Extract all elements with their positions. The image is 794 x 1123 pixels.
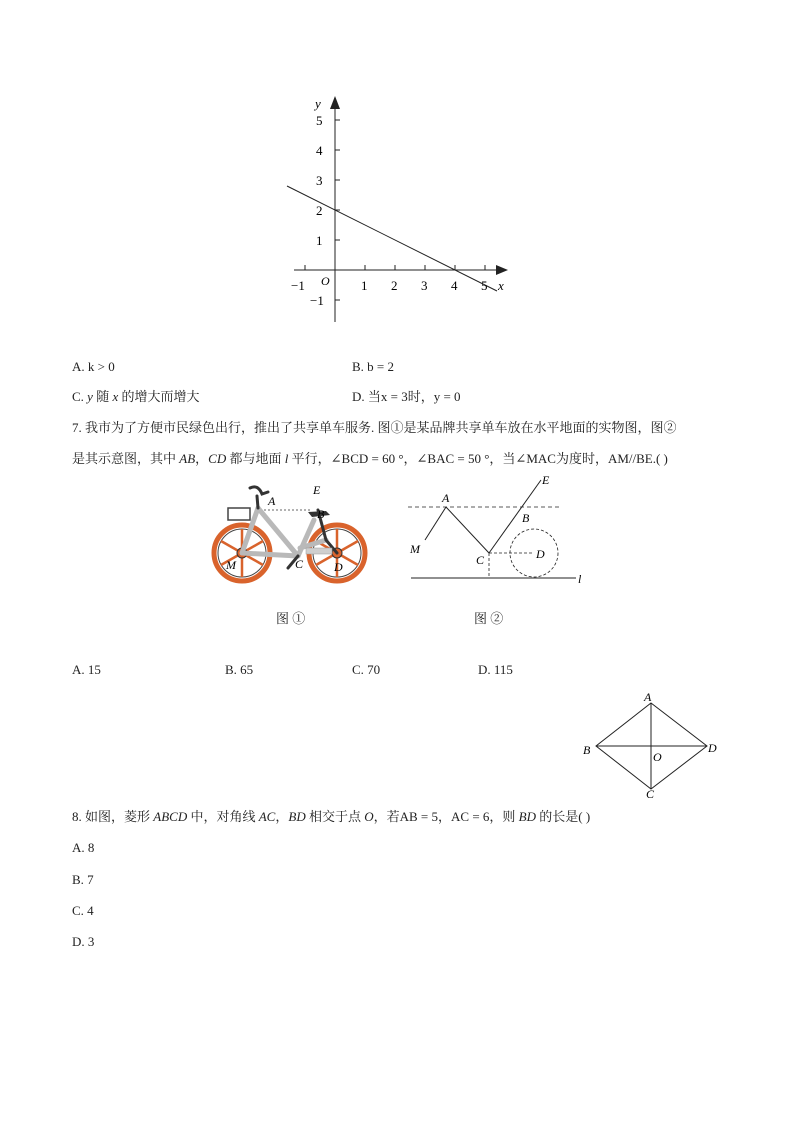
- x-axis-label: x: [498, 278, 504, 293]
- x-tick-label: 5: [481, 278, 488, 293]
- q6-option-c: C. y 随 x 的增大而增大: [72, 389, 200, 404]
- y-tick-label: 2: [316, 203, 323, 218]
- bike-label-d: D: [334, 560, 343, 574]
- rhombus-label-a: A: [644, 690, 652, 704]
- q8-option-d: D. 3: [72, 934, 95, 949]
- bike-label-a: A: [268, 494, 276, 508]
- x-tick-label: 2: [391, 278, 398, 293]
- q8-option-b: B. 7: [72, 872, 94, 887]
- segment-ce: [489, 480, 541, 553]
- rhombus-label-b: B: [583, 743, 591, 757]
- schematic-label-b: B: [522, 511, 530, 525]
- bike-label-b: B: [317, 507, 325, 521]
- x-tick-label: 1: [361, 278, 368, 293]
- rhombus-label-c: C: [646, 787, 655, 801]
- schematic-label-a: A: [442, 491, 450, 505]
- bike-label-e: E: [313, 483, 321, 497]
- x-axis-arrow: [496, 265, 508, 275]
- schematic-label-l: l: [578, 572, 582, 586]
- bike-label-m: M: [226, 558, 236, 572]
- q7-option-b: B. 65: [225, 662, 254, 677]
- q7-option-d: D. 115: [478, 662, 513, 677]
- bicycle-photo: [208, 478, 378, 593]
- wheel-circle: [510, 529, 558, 577]
- schematic-label-d: D: [536, 547, 545, 561]
- q6-option-b: B. b = 2: [352, 359, 395, 374]
- x-tick-label: 4: [451, 278, 458, 293]
- y-axis-arrow: [330, 96, 340, 109]
- origin-label: O: [321, 274, 330, 288]
- y-tick-label: 4: [316, 143, 323, 158]
- q7-option-a: A. 15: [72, 662, 101, 677]
- q7-stem-line2: 是其示意图，其中 AB，CD 都与地面 l 平行，∠BCD = 60 °，∠BAC = 50 °，当∠MAC为度时，AM//BE.( ): [72, 451, 668, 466]
- y-tick-label: −1: [310, 293, 324, 308]
- segment-ma: [425, 507, 446, 540]
- schematic-label-e: E: [542, 473, 550, 487]
- rhombus-figure: [578, 686, 728, 802]
- schematic-label-c: C: [476, 553, 485, 567]
- bicycle-schematic: [400, 470, 600, 590]
- schematic-label-m: M: [410, 542, 420, 556]
- bike-label-c: C: [295, 557, 304, 571]
- figure-1-caption: 图 ①: [276, 611, 306, 626]
- figure-2-caption: 图 ②: [474, 611, 504, 626]
- rhombus-label-d: D: [708, 741, 717, 755]
- q6-option-a: A. k > 0: [72, 359, 115, 374]
- basket: [228, 508, 250, 520]
- segment-ac: [446, 507, 489, 553]
- q8-option-c: C. 4: [72, 903, 94, 918]
- linear-function-graph: [280, 90, 520, 330]
- x-axis-ticks: [305, 265, 485, 270]
- y-tick-label: 5: [316, 113, 323, 128]
- y-tick-label: 1: [316, 233, 323, 248]
- q6-option-d: D. 当x = 3时，y = 0: [352, 389, 461, 404]
- q8-stem: 8. 如图，菱形 ABCD 中，对角线 AC，BD 相交于点 O，若AB = 5，AC = 6，则 BD 的长是( ): [72, 809, 591, 824]
- q8-option-a: A. 8: [72, 840, 95, 855]
- y-axis-label: y: [315, 96, 321, 111]
- rhombus-label-o: O: [653, 750, 662, 764]
- q7-option-c: C. 70: [352, 662, 381, 677]
- x-tick-label: −1: [291, 278, 305, 293]
- x-tick-label: 3: [421, 278, 428, 293]
- q7-stem-line1: 7. 我市为了方便市民绿色出行，推出了共享单车服务. 图①是某品牌共享单车放在水平地面的实物图，图②: [72, 420, 677, 435]
- y-tick-label: 3: [316, 173, 323, 188]
